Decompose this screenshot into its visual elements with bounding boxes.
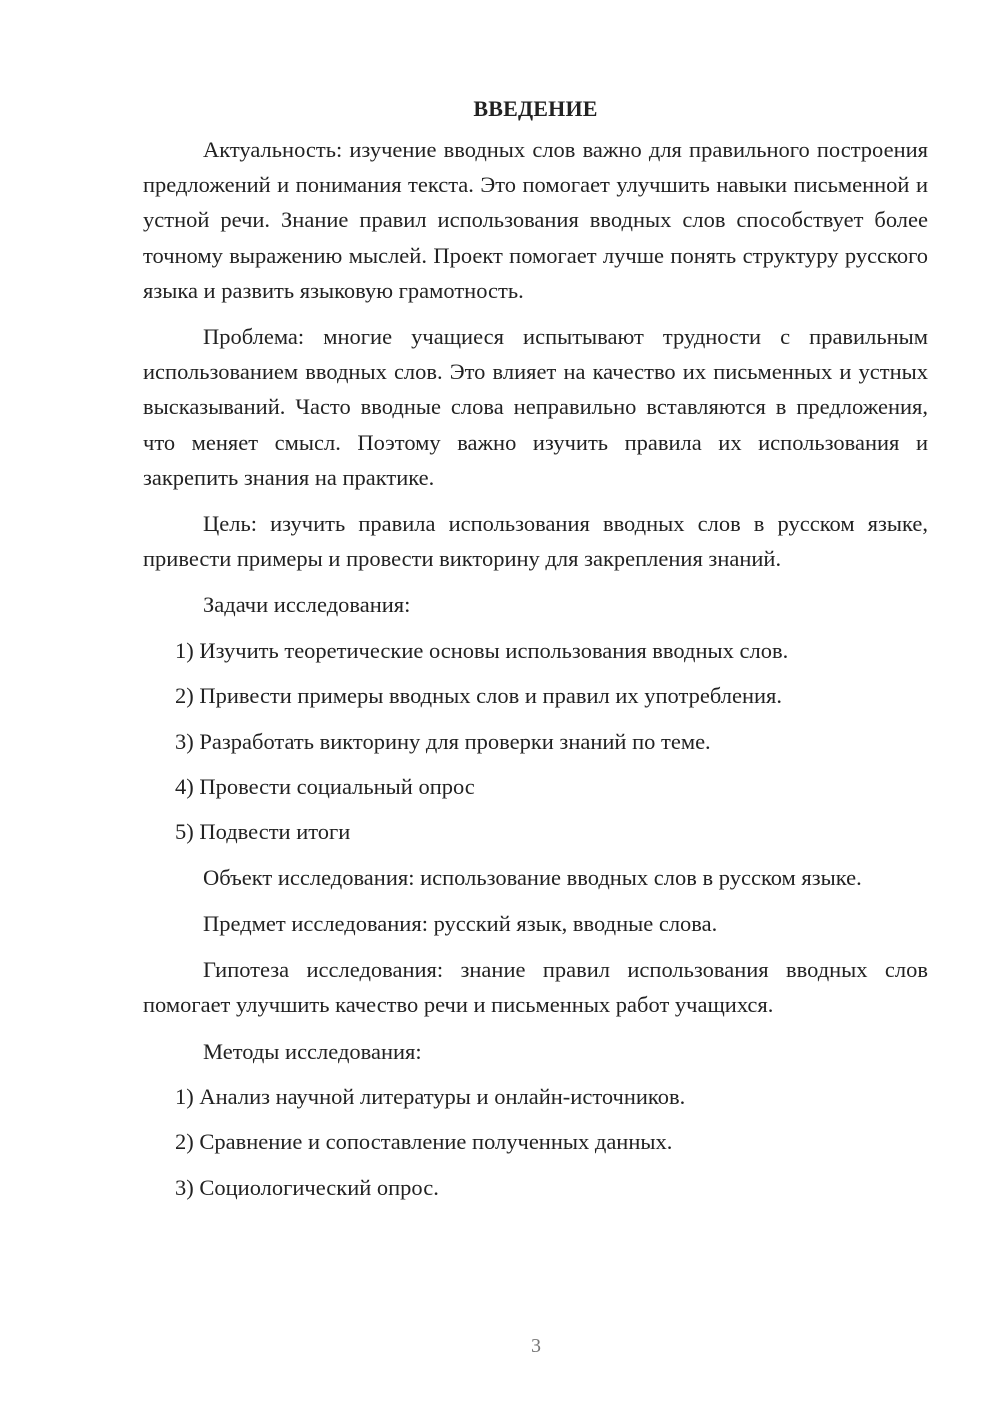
relevance-paragraph: Актуальность: изучение вводных слов важно для правильного построения предложений и понимания текста. Это помогает улучшить навыки письменной и устной речи. Знание правил использования вводных слов способствует более точному выражению мыслей. Проект помогает лучше понять структуру русского языка и развить языковую грамотность. <box>143 137 928 303</box>
method-item-1: 1) Анализ научной литературы и онлайн-источников. <box>175 1083 686 1109</box>
object-paragraph: Объект исследования: использование вводных слов в русском языке. <box>203 864 862 890</box>
page-content <box>143 92 928 1215</box>
subject-paragraph: Предмет исследования: русский язык, вводные слова. <box>203 910 718 936</box>
goal-paragraph: Цель: изучить правила использования вводных слов в русском языке, привести примеры и провести викторину для закрепления знаний. <box>143 511 928 572</box>
task-item-1: 1) Изучить теоретические основы использования вводных слов. <box>175 637 789 663</box>
task-item-2: 2) Привести примеры вводных слов и правил их употребления. <box>175 683 782 709</box>
method-item-2: 2) Сравнение и сопоставление полученных данных. <box>175 1129 673 1155</box>
task-item-4: 4) Провести социальный опрос <box>175 774 475 799</box>
tasks-heading: Задачи исследования: <box>203 592 411 618</box>
problem-paragraph: Проблема: многие учащиеся испытывают трудности с правильным использованием вводных слов. Это влияет на качество их письменных и устных высказываний. Часто вводные слова неправильно вставляются в предложения, что меняет смысл. Поэтому важно изучить правила их использования и закрепить знания на практике. <box>143 324 928 490</box>
methods-heading: Методы исследования: <box>203 1038 422 1064</box>
hypothesis-paragraph: Гипотеза исследования: знание правил использования вводных слов помогает улучшить качество речи и письменных работ учащихся. <box>143 957 928 1018</box>
method-item-3: 3) Социологический опрос. <box>175 1174 439 1200</box>
task-item-3: 3) Разработать викторину для проверки знаний по теме. <box>175 728 711 754</box>
task-item-5: 5) Подвести итоги <box>175 819 351 845</box>
page-title: ВВЕДЕНИЕ <box>473 96 598 121</box>
page-number: 3 <box>531 1335 541 1357</box>
